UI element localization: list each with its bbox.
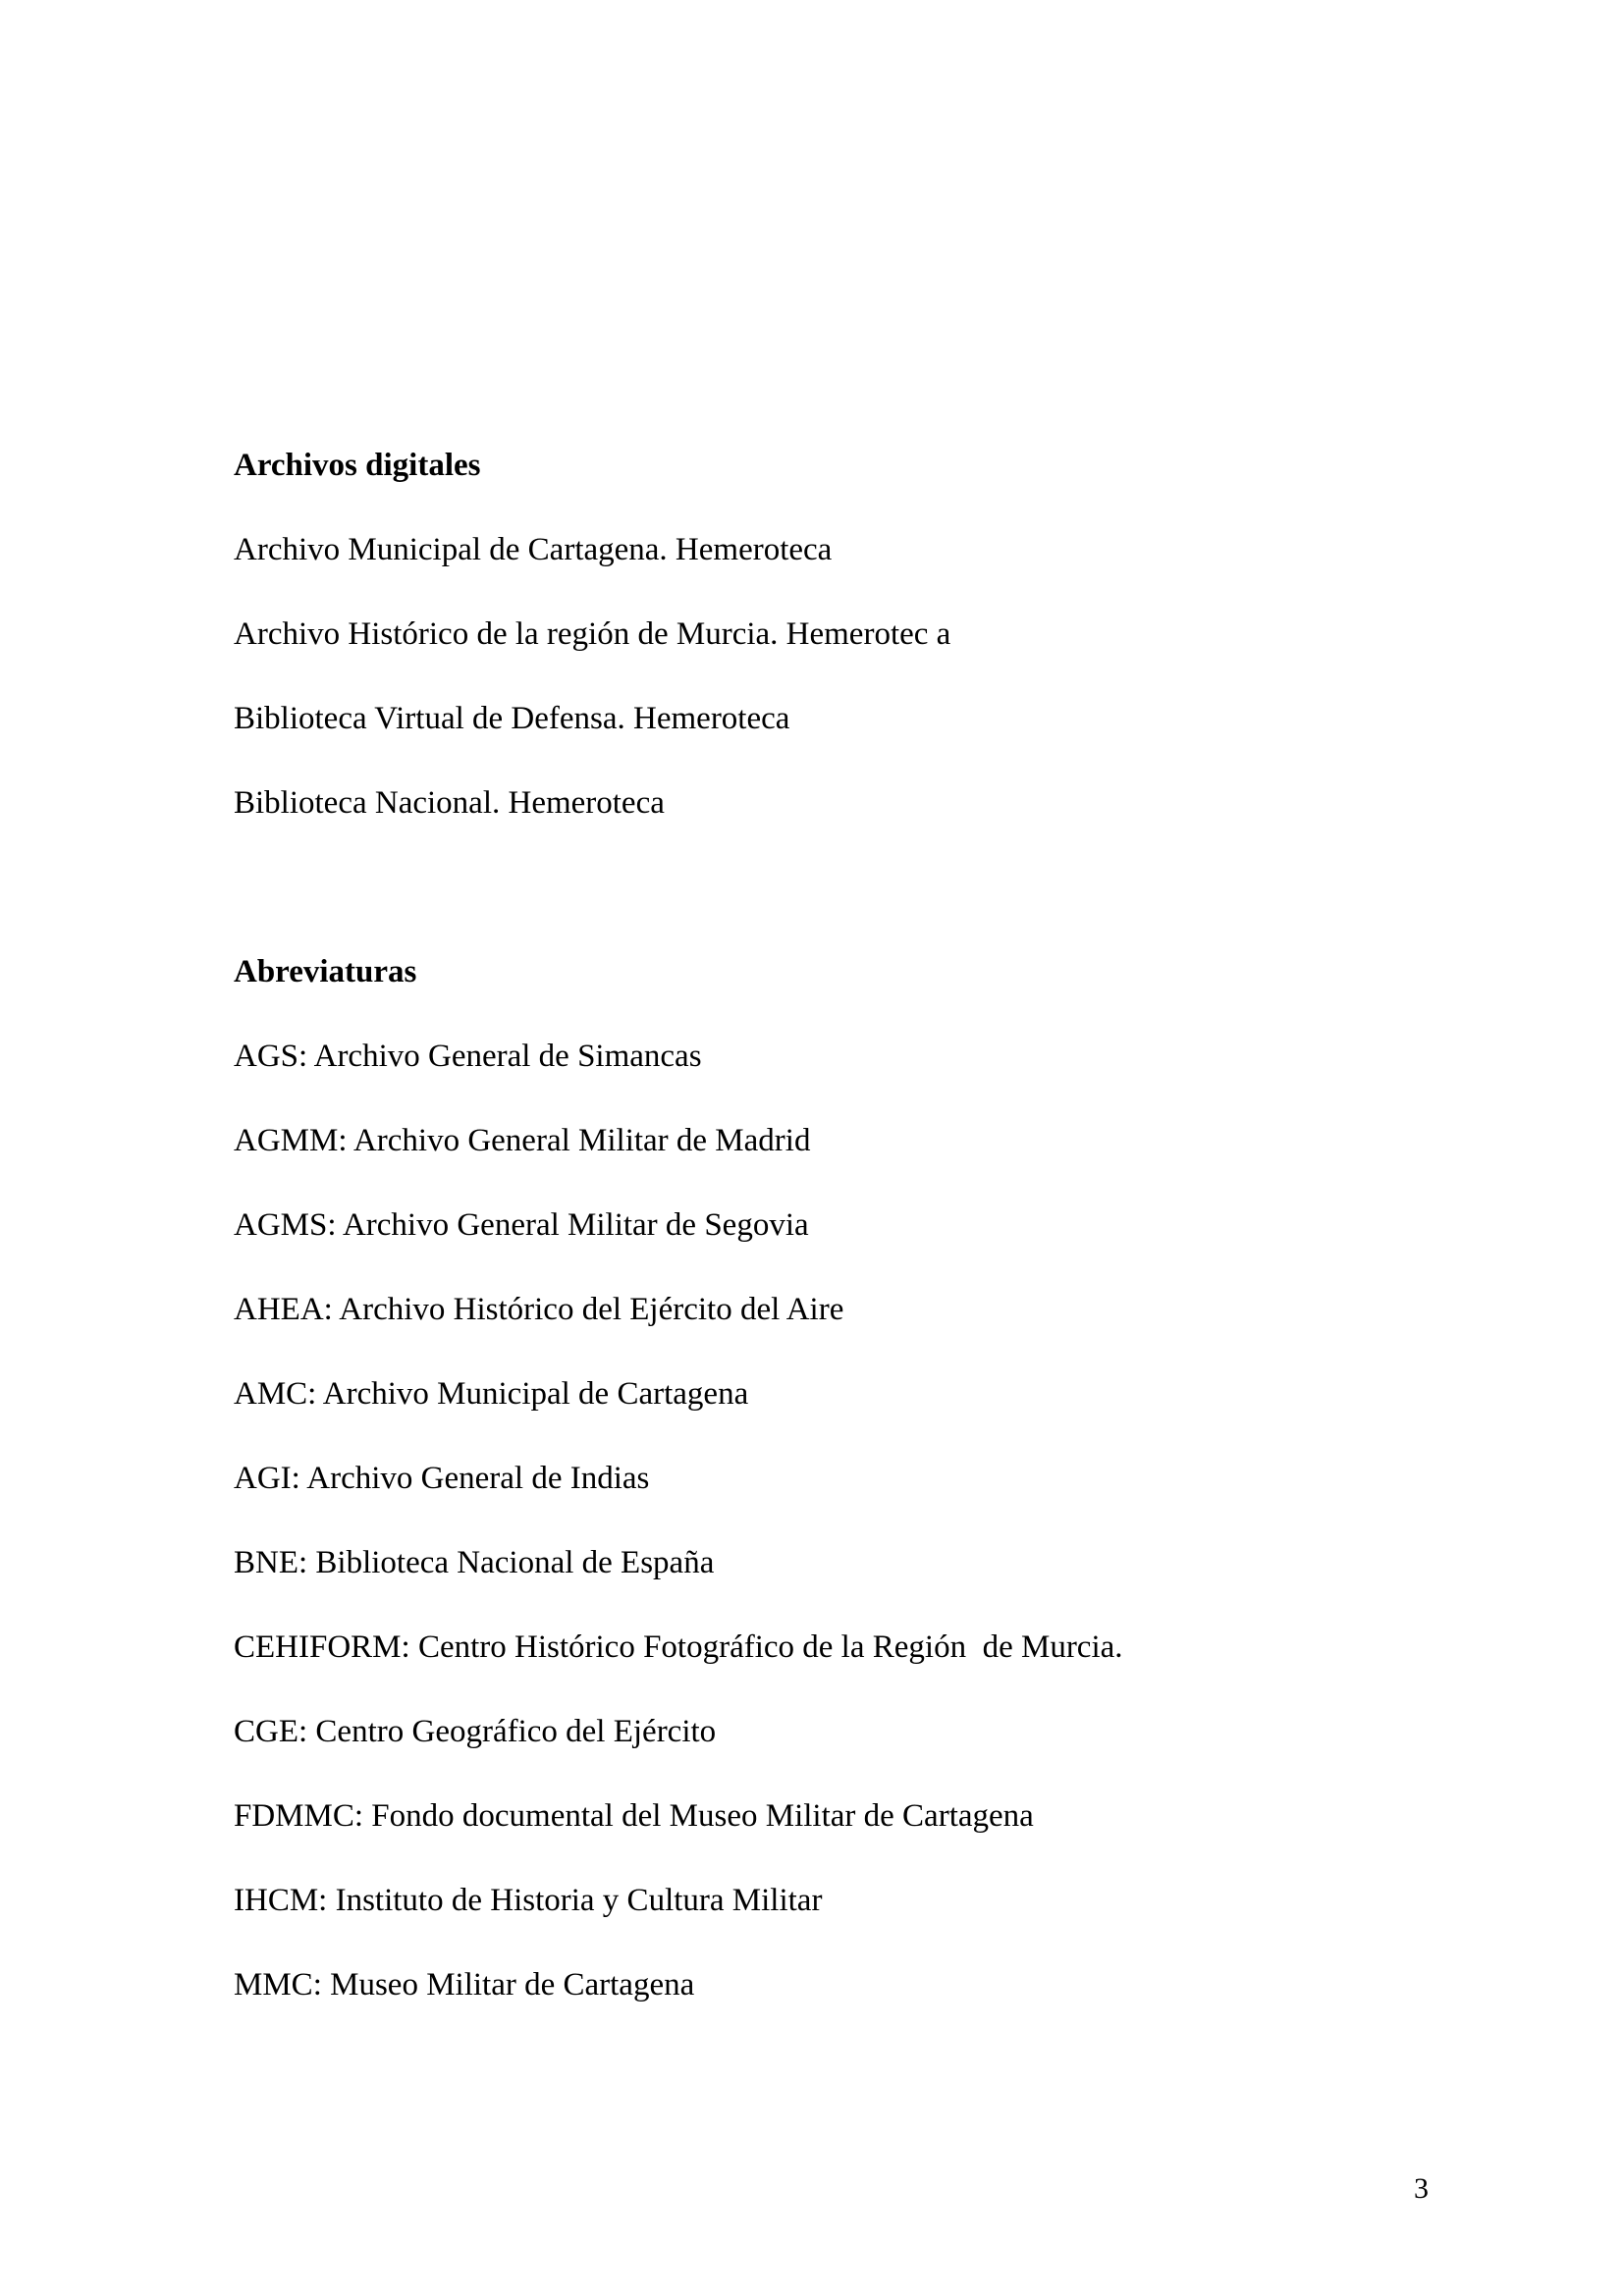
abbreviation-item: AGMS: Archivo General Militar de Segovia — [234, 1207, 809, 1243]
abbreviation-item: AGI: Archivo General de Indias — [234, 1461, 650, 1496]
abbreviation-item: AGMM: Archivo General Militar de Madrid — [234, 1123, 811, 1158]
digital-archives-heading: Archivos digitales — [234, 448, 481, 483]
digital-archive-item: Archivo Municipal de Cartagena. Hemeroteca — [234, 532, 833, 567]
abbreviation-item: AGS: Archivo General de Simancas — [234, 1039, 702, 1074]
digital-archive-item: Biblioteca Virtual de Defensa. Hemeroteca — [234, 701, 790, 736]
abbreviation-item: AMC: Archivo Municipal de Cartagena — [234, 1376, 749, 1412]
abbreviation-item: BNE: Biblioteca Nacional de España — [234, 1545, 715, 1580]
abbreviation-item: CEHIFORM: Centro Histórico Fotográfico de la Región de Murcia. — [234, 1629, 1123, 1665]
abbreviations-heading: Abreviaturas — [234, 954, 417, 989]
abbreviation-item: CGE: Centro Geográfico del Ejército — [234, 1714, 717, 1749]
page-number: 3 — [1414, 2172, 1429, 2205]
digital-archive-item: Archivo Histórico de la región de Murcia. Hemerotec a — [234, 616, 951, 652]
abbreviation-item: AHEA: Archivo Histórico del Ejército del Aire — [234, 1292, 844, 1327]
abbreviation-item: MMC: Museo Militar de Cartagena — [234, 1967, 695, 2002]
abbreviation-item: IHCM: Instituto de Historia y Cultura Militar — [234, 1883, 823, 1918]
abbreviation-item: FDMMC: Fondo documental del Museo Militar de Cartagena — [234, 1798, 1034, 1834]
digital-archive-item: Biblioteca Nacional. Hemeroteca — [234, 785, 665, 821]
